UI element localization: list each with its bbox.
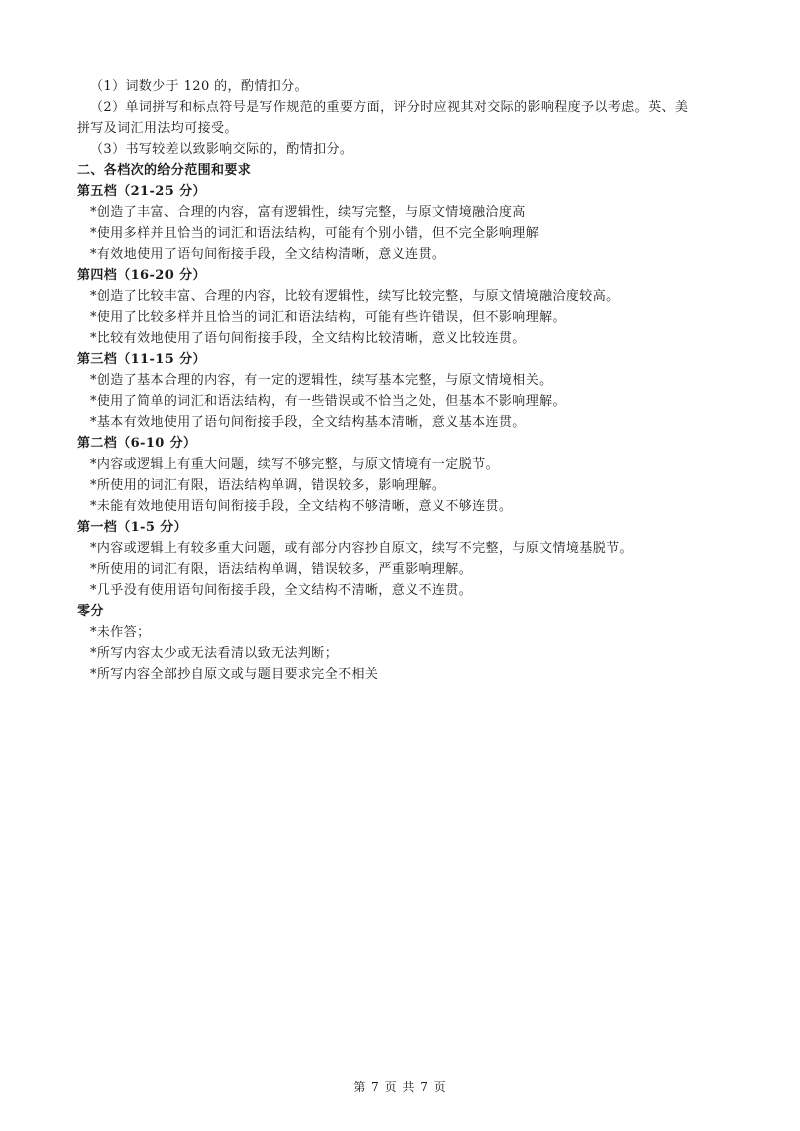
grade-title: 第五档（21-25 分） [77, 184, 206, 199]
grade-title: 第二档（6-10 分） [77, 436, 197, 451]
note-1: （1）词数少于 120 的，酌情扣分。 [90, 79, 308, 94]
grade-title: 第四档（16-20 分） [77, 268, 206, 283]
criterion-item: *所使用的词汇有限，语法结构单调，错误较多，影响理解。 [90, 478, 446, 493]
criterion-item: *使用了简单的词汇和语法结构，有一些错误或不恰当之处，但基本不影响理解。 [90, 394, 566, 409]
page-number: 第 7 页 共 7 页 [353, 1080, 447, 1094]
note-2-continuation: 拼写及词汇用法均可接受。 [77, 121, 238, 136]
criterion-item: *创造了基本合理的内容，有一定的逻辑性，续写基本完整，与原文情境相关。 [90, 373, 553, 388]
criterion-item: *比较有效地使用了语句间衔接手段，全文结构比较清晰，意义比较连贯。 [90, 331, 526, 346]
grade-title: 第一档（1-5 分） [77, 520, 188, 535]
criterion-item: *内容或逻辑上有较多重大问题，或有部分内容抄自原文，续写不完整，与原文情境基脱节。 [90, 541, 633, 556]
criterion-item: *创造了丰富、合理的内容，富有逻辑性，续写完整，与原文情境融洽度高 [90, 205, 526, 220]
criterion-item: *未能有效地使用语句间衔接手段，全文结构不够清晰，意义不够连贯。 [90, 499, 513, 514]
criterion-item: *未作答； [90, 625, 151, 640]
criterion-item: *使用了比较多样并且恰当的词汇和语法结构，可能有些许错误，但不影响理解。 [90, 310, 566, 325]
criterion-item: *所写内容太少或无法看清以致无法判断； [90, 646, 339, 661]
criterion-item: *所写内容全部抄自原文或与题目要求完全不相关 [90, 667, 379, 682]
section-title: 二、各档次的给分范围和要求 [77, 163, 252, 178]
criterion-item: *基本有效地使用了语句间衔接手段，全文结构基本清晰，意义基本连贯。 [90, 415, 526, 430]
grade-title: 第三档（11-15 分） [77, 352, 206, 367]
criterion-item: *所使用的词汇有限，语法结构单调，错误较多，严重影响理解。 [90, 562, 473, 577]
criterion-item: *内容或逻辑上有重大问题，续写不够完整，与原文情境有一定脱节。 [90, 457, 499, 472]
note-2: （2）单词拼写和标点符号是写作规范的重要方面，评分时应视其对交际的影响程度予以考虑。英、美 [90, 100, 689, 115]
criterion-item: *几乎没有使用语句间衔接手段，全文结构不清晰，意义不连贯。 [90, 583, 473, 598]
note-3: （3）书写较差以致影响交际的，酌情扣分。 [90, 142, 354, 157]
criterion-item: *使用多样并且恰当的词汇和语法结构，可能有个别小错，但不完全影响理解 [90, 226, 540, 241]
grade-title: 零分 [77, 604, 104, 619]
criterion-item: *创造了比较丰富、合理的内容，比较有逻辑性，续写比较完整，与原文情境融洽度较高。 [90, 289, 620, 304]
criterion-item: *有效地使用了语句间衔接手段，全文结构清晰，意义连贯。 [90, 247, 446, 262]
